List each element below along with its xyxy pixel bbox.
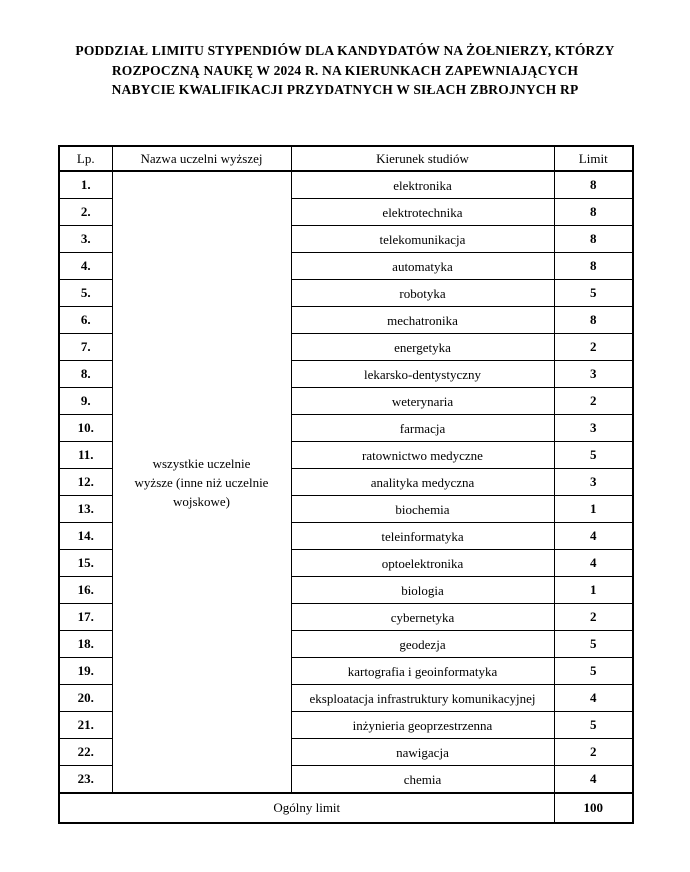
- header-field: Kierunek studiów: [291, 146, 554, 171]
- limit-value: 8: [554, 307, 633, 334]
- university-merged-cell: [112, 171, 291, 793]
- limit-value: 5: [554, 280, 633, 307]
- limit-value: 2: [554, 388, 633, 415]
- field-of-study: robotyka: [291, 280, 554, 307]
- field-of-study: cybernetyka: [291, 604, 554, 631]
- limit-value: 2: [554, 604, 633, 631]
- field-of-study: lekarsko-dentystyczny: [291, 361, 554, 388]
- limit-value: 5: [554, 442, 633, 469]
- university-line: wszystkie uczelnie: [152, 455, 251, 471]
- footer-total-value: 100: [554, 793, 633, 823]
- row-number: 14.: [59, 523, 112, 550]
- footer-row: [59, 793, 633, 823]
- title-line-2: ROZPOCZNĄ NAUKĘ W 2024 R. NA KIERUNKACH ZAPEWNIAJĄCYCH: [111, 62, 579, 78]
- footer-total-label: Ogólny limit: [59, 793, 554, 823]
- field-of-study: biologia: [291, 577, 554, 604]
- table-row: [59, 171, 633, 199]
- row-number: 8.: [59, 361, 112, 388]
- row-number: 5.: [59, 280, 112, 307]
- field-of-study: energetyka: [291, 334, 554, 361]
- field-of-study: analityka medyczna: [291, 469, 554, 496]
- field-of-study: eksploatacja infrastruktury komunikacyjnej: [291, 685, 554, 712]
- row-number: 23.: [59, 766, 112, 794]
- row-number: 10.: [59, 415, 112, 442]
- row-number: 21.: [59, 712, 112, 739]
- limit-value: 5: [554, 658, 633, 685]
- field-of-study: teleinformatyka: [291, 523, 554, 550]
- limit-value: 4: [554, 523, 633, 550]
- field-of-study: kartografia i geoinformatyka: [291, 658, 554, 685]
- table-header: [59, 146, 633, 171]
- row-number: 19.: [59, 658, 112, 685]
- header-lp: Lp.: [59, 146, 112, 171]
- row-number: 1.: [59, 171, 112, 199]
- limit-value: 4: [554, 766, 633, 794]
- limit-value: 5: [554, 712, 633, 739]
- field-of-study: optoelektronika: [291, 550, 554, 577]
- row-number: 13.: [59, 496, 112, 523]
- limit-value: 4: [554, 685, 633, 712]
- limit-value: 3: [554, 469, 633, 496]
- limit-value: 3: [554, 415, 633, 442]
- field-of-study: elektronika: [291, 171, 554, 199]
- field-of-study: elektrotechnika: [291, 199, 554, 226]
- header-university: Nazwa uczelni wyższej: [112, 146, 291, 171]
- row-number: 9.: [59, 388, 112, 415]
- limit-value: 3: [554, 361, 633, 388]
- field-of-study: inżynieria geoprzestrzenna: [291, 712, 554, 739]
- scholarship-limits-table: [58, 145, 634, 824]
- field-of-study: mechatronika: [291, 307, 554, 334]
- field-of-study: farmacja: [291, 415, 554, 442]
- row-number: 6.: [59, 307, 112, 334]
- row-number: 20.: [59, 685, 112, 712]
- document-title: [25, 41, 665, 100]
- header-row: [59, 146, 633, 171]
- limit-value: 2: [554, 334, 633, 361]
- limit-value: 8: [554, 226, 633, 253]
- row-number: 16.: [59, 577, 112, 604]
- row-number: 12.: [59, 469, 112, 496]
- limit-value: 8: [554, 171, 633, 199]
- row-number: 3.: [59, 226, 112, 253]
- field-of-study: nawigacja: [291, 739, 554, 766]
- limit-value: 5: [554, 631, 633, 658]
- field-of-study: automatyka: [291, 253, 554, 280]
- title-line-3: NABYCIE KWALIFIKACJI PRZYDATNYCH W SIŁACH ZBROJNYCH RP: [111, 82, 579, 97]
- field-of-study: chemia: [291, 766, 554, 794]
- row-number: 7.: [59, 334, 112, 361]
- header-limit: Limit: [554, 146, 633, 171]
- limit-value: 8: [554, 253, 633, 280]
- row-number: 22.: [59, 739, 112, 766]
- limit-value: 2: [554, 739, 633, 766]
- field-of-study: geodezja: [291, 631, 554, 658]
- field-of-study: weterynaria: [291, 388, 554, 415]
- field-of-study: telekomunikacja: [291, 226, 554, 253]
- table-body: [59, 171, 633, 793]
- row-number: 11.: [59, 442, 112, 469]
- field-of-study: ratownictwo medyczne: [291, 442, 554, 469]
- row-number: 15.: [59, 550, 112, 577]
- row-number: 18.: [59, 631, 112, 658]
- table-footer: [59, 793, 633, 823]
- limit-value: 1: [554, 496, 633, 523]
- university-line: wyższe (inne niż uczelnie: [134, 474, 269, 490]
- row-number: 4.: [59, 253, 112, 280]
- row-number: 17.: [59, 604, 112, 631]
- row-number: 2.: [59, 199, 112, 226]
- limit-value: 1: [554, 577, 633, 604]
- title-line-1: PODDZIAŁ LIMITU STYPENDIÓW DLA KANDYDATÓW NA ŻOŁNIERZY, KTÓRZY: [75, 43, 615, 58]
- field-of-study: biochemia: [291, 496, 554, 523]
- limit-value: 8: [554, 199, 633, 226]
- limit-value: 4: [554, 550, 633, 577]
- university-line: wojskowe): [172, 493, 231, 509]
